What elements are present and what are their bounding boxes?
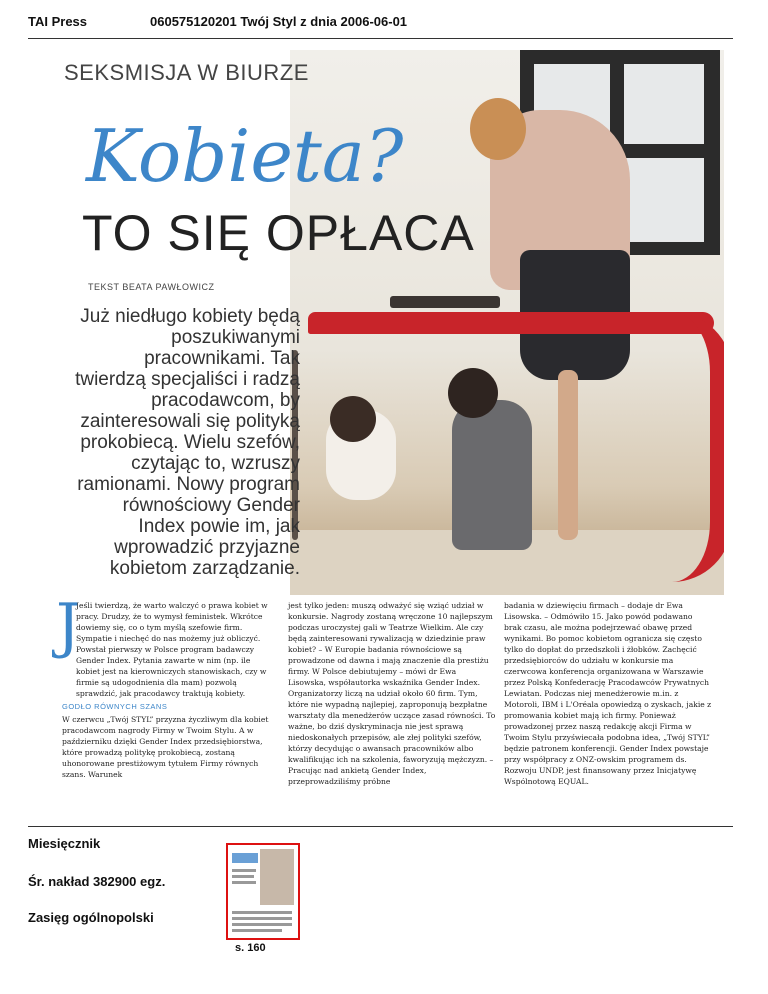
section-kicker: SEKSMISJA W BIURZE bbox=[64, 60, 309, 85]
page-thumbnail[interactable] bbox=[226, 843, 300, 940]
body-column-2 bbox=[288, 600, 496, 787]
body-paragraph: jest tylko jeden: muszą odważyć się wziąć udział w konkursie. Nagrody zostaną wręczone 10 najlepszym podczas uroczystej gali w Teatrze Wielkim. Ale czy będą zainteresowani rywalizacją w dziedzinie praw kobiet? – W Europie badania równościowe są prowadzone od dawna i mają znaczenie dla prestiżu firmy. W Polsce debiutujemy – mówi dr Ewa Lisowska, współautorka wskaźnika Gender Index. Organizatorzy liczą na udział około 60 firm. Tym, które nie wypadną najlepiej, zaproponują bezpłatne warsztaty dla menedżerów uczące zasad równości. To ważne, bo dziś dyskryminacja nie jest sprawą niedoskonałych przepisów, ale złej polityki szefów, którzy decydując o awansach pracowników albo kwalifikując ich na szkolenia, faworyzują mężczyzn. – Pracując nad ankietą Gender Index, przeprowadziliśmy próbne bbox=[288, 601, 496, 786]
body-column-1 bbox=[56, 591, 270, 780]
footer-divider bbox=[28, 826, 733, 827]
publication-frequency: Miesięcznik bbox=[28, 836, 101, 851]
clipping-reference: 060575120201 Twój Styl z dnia 2006-06-01 bbox=[150, 14, 408, 29]
body-column-3 bbox=[504, 600, 712, 787]
drop-cap: J bbox=[56, 591, 81, 661]
laptop bbox=[390, 296, 500, 308]
circulation: Śr. nakład 382900 egz. bbox=[28, 874, 166, 889]
headline-sub: TO SIĘ OPŁACA bbox=[82, 205, 475, 261]
agency-name: TAI Press bbox=[28, 14, 88, 29]
distribution-reach: Zasięg ogólnopolski bbox=[28, 910, 154, 925]
page-number: s. 160 bbox=[235, 942, 266, 954]
body-paragraph: badania w dziewięciu firmach – dodaje dr Ewa Lisowska. – Odmówiło 15. Jako powód podawano brak czasu, ale można podejrzewać obawę przed wynikami. Bo pomoc kobietom ogranicza się często tylko do dopłat do przedszkoli i żłobków. Zachęcić przedsiębiorców do udziału w konkursie ma czerwcowa konferencja organizowana w Warszawie przez Polską Konfederację Pracodawców Prywatnych Lewiatan. Podczas niej menedżerowie m.in. z Motoroli, IBM i L'Oréala opowiedzą o zyskach, jakie z promowania kobiet mają ich firmy. Ponieważ prowadzonej przez naszą redakcję akcji Firma w Twoim Stylu przyświecała podobna idea, „Twój STYL” będzie patronem konferencji. Gender Index powstaje przy współpracy z ONZ-owskim programem ds. Rozwoju UNDP, jest finansowany przez Inicjatywę Wspólnotową EQUAL. bbox=[504, 601, 712, 786]
magazine-page bbox=[52, 50, 724, 823]
byline: TEKST BEATA PAWŁOWICZ bbox=[88, 282, 215, 292]
child-standing bbox=[452, 400, 532, 550]
subheading: GODŁO RÓWNYCH SZANS bbox=[62, 702, 168, 711]
body-paragraph: Jeśli twierdzą, że warto walczyć o prawa kobiet w pracy. Drudzy, że to wymysł feministek. Wkrótce dowiemy się, co o tym myślą szefowie firm. Sympatie i niechęć do nas możemy już obliczyć. Powstał pierwszy w Polsce program badawczy Gender Index. Pytania zawarte w nim (np. ile kobiet jest na kierowniczych stanowiskach, czy w firmie są udogodnienia dla mam) pozwolą sprawdzić, jak pracodawcy traktują kobiety. bbox=[76, 601, 268, 698]
header-divider bbox=[28, 38, 733, 39]
red-desk-leg bbox=[620, 312, 724, 582]
child-sitting-head bbox=[330, 396, 376, 442]
woman-leg bbox=[558, 370, 578, 540]
body-paragraph: W czerwcu „Twój STYL” przyzna życzliwym dla kobiet pracodawcom nagrody Firmy w Twoim Stylu. A w październiku dzięki Gender Index przedsiębiorstwa, które prowadzą politykę prokobiecą, zostaną uhonorowane prestiżowym tytułem Firmy równych szans. Warunek bbox=[62, 715, 269, 779]
woman-head bbox=[470, 98, 526, 160]
lede-paragraph: Już niedługo kobiety będą poszukiwanymi pracownikami. Tak twierdzą specjaliści i radzą pracodawcom, by zainteresowali się polityką prokobiecą. Wielu szefów, czytając to, wzruszy ramionami. Nowy program równościowy Gender Index powie im, jak wprowadzić przyjazne kobietom zarządzanie. bbox=[75, 306, 300, 579]
headline-main: Kobieta? bbox=[86, 114, 404, 198]
child-standing-head bbox=[448, 368, 498, 418]
